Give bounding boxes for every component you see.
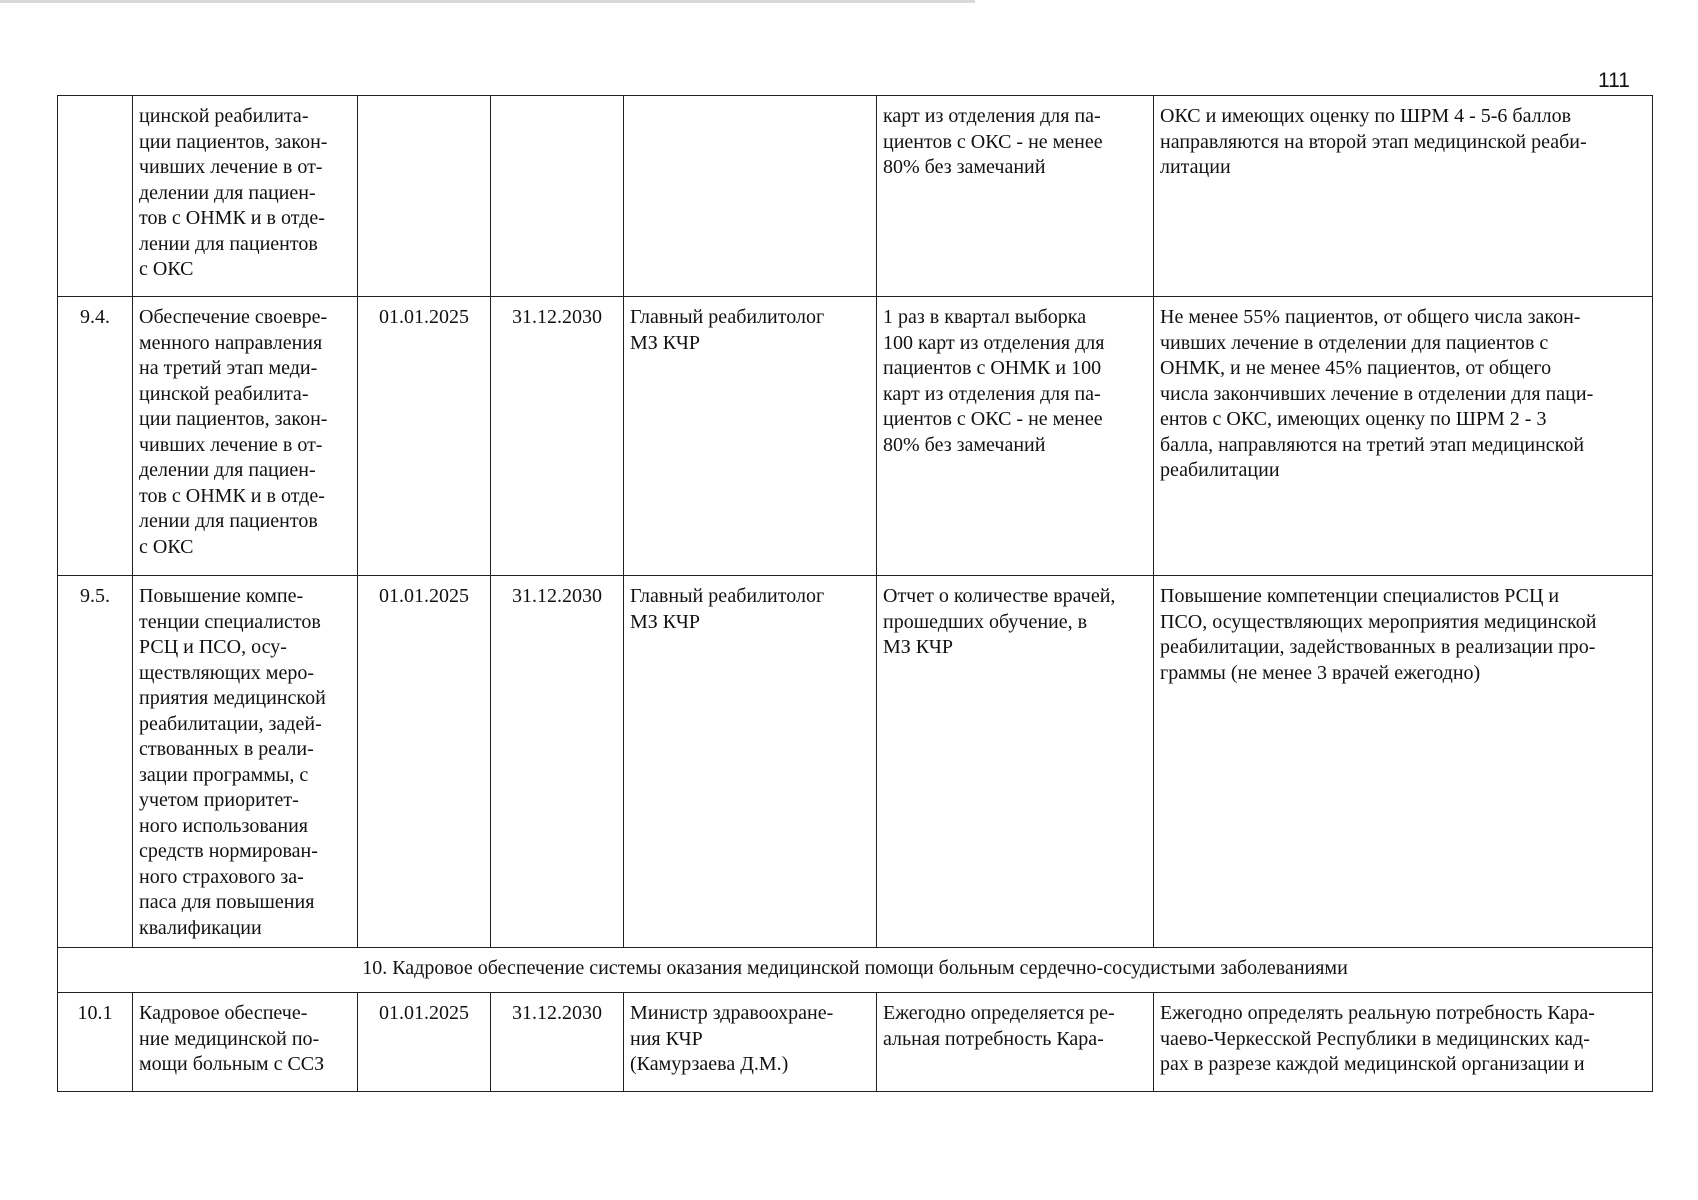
table-row xyxy=(58,96,1653,297)
table-row xyxy=(58,993,1653,1092)
task-cell: Кадровое обеспече- ние медицинской по- мощи больным с ССЗ xyxy=(133,993,358,1092)
responsible-cell: Главный реабилитолог МЗ КЧР xyxy=(624,297,877,576)
responsible-cell: Министр здравоохране- ния КЧР (Камурзаева Д.М.) xyxy=(624,993,877,1092)
section-title: 10. Кадровое обеспечение системы оказания медицинской помощи больным сердечно-сосудистыми заболеваниями xyxy=(58,948,1653,993)
control-cell: карт из отделения для па- циентов с ОКС - не менее 80% без замечаний xyxy=(877,96,1154,297)
row-number: 9.5. xyxy=(58,576,133,948)
control-cell: Ежегодно определяется ре- альная потребность Кара- xyxy=(877,993,1154,1092)
start-date xyxy=(358,96,491,297)
row-number: 10.1 xyxy=(58,993,133,1092)
action-plan-table xyxy=(57,95,1653,1092)
task-cell: Обеспечение своевре- менного направления на третий этап меди- цинской реабилита- ции пациентов, закон- чивших лечение в от- делении для пациен- тов с ОНМК и в отде- лении для пациентов с ОКС xyxy=(133,297,358,576)
task-cell: Повышение компе- тенции специалистов РСЦ и ПСО, осу- ществляющих меро- приятия медицинской реабилитации, задей- ствованных в реали- зации программы, с учетом приоритет- ного использования средств нормирован- ного страхового за- паса для повышения квалификации xyxy=(133,576,358,948)
control-cell: Отчет о количестве врачей, прошедших обучение, в МЗ КЧР xyxy=(877,576,1154,948)
table-row xyxy=(58,297,1653,576)
start-date: 01.01.2025 xyxy=(358,576,491,948)
start-date: 01.01.2025 xyxy=(358,297,491,576)
result-cell: ОКС и имеющих оценку по ШРМ 4 - 5-6 баллов направляются на второй этап медицинской реаби- литации xyxy=(1154,96,1653,297)
task-cell: цинской реабилита- ции пациентов, закон- чивших лечение в от- делении для пациен- тов с ОНМК и в отде- лении для пациентов с ОКС xyxy=(133,96,358,297)
end-date: 31.12.2030 xyxy=(491,993,624,1092)
control-cell: 1 раз в квартал выборка 100 карт из отделения для пациентов с ОНМК и 100 карт из отделения для па- циентов с ОКС - не менее 80% без замечаний xyxy=(877,297,1154,576)
result-cell: Повышение компетенции специалистов РСЦ и ПСО, осуществляющих мероприятия медицинской реабилитации, задействованных в реализации про- граммы (не менее 3 врачей ежегодно) xyxy=(1154,576,1653,948)
scan-edge-line xyxy=(0,0,975,3)
table-row xyxy=(58,576,1653,948)
end-date: 31.12.2030 xyxy=(491,297,624,576)
end-date: 31.12.2030 xyxy=(491,576,624,948)
result-cell: Не менее 55% пациентов, от общего числа закон- чивших лечение в отделении для пациентов с ОНМК, и не менее 45% пациентов, от общего числа закончивших лечение в отделении для паци- ентов с ОКС, имеющих оценку по ШРМ 2 - 3 балла, направляются на третий этап медицинской реабилитации xyxy=(1154,297,1653,576)
row-number: 9.4. xyxy=(58,297,133,576)
responsible-cell: Главный реабилитолог МЗ КЧР xyxy=(624,576,877,948)
row-number xyxy=(58,96,133,297)
responsible-cell xyxy=(624,96,877,297)
page-number: 111 xyxy=(1598,69,1630,92)
section-header-row xyxy=(58,948,1653,993)
result-cell: Ежегодно определять реальную потребность Кара- чаево-Черкесской Республики в медицинских кад- рах в разрезе каждой медицинской организации и xyxy=(1154,993,1653,1092)
end-date xyxy=(491,96,624,297)
start-date: 01.01.2025 xyxy=(358,993,491,1092)
